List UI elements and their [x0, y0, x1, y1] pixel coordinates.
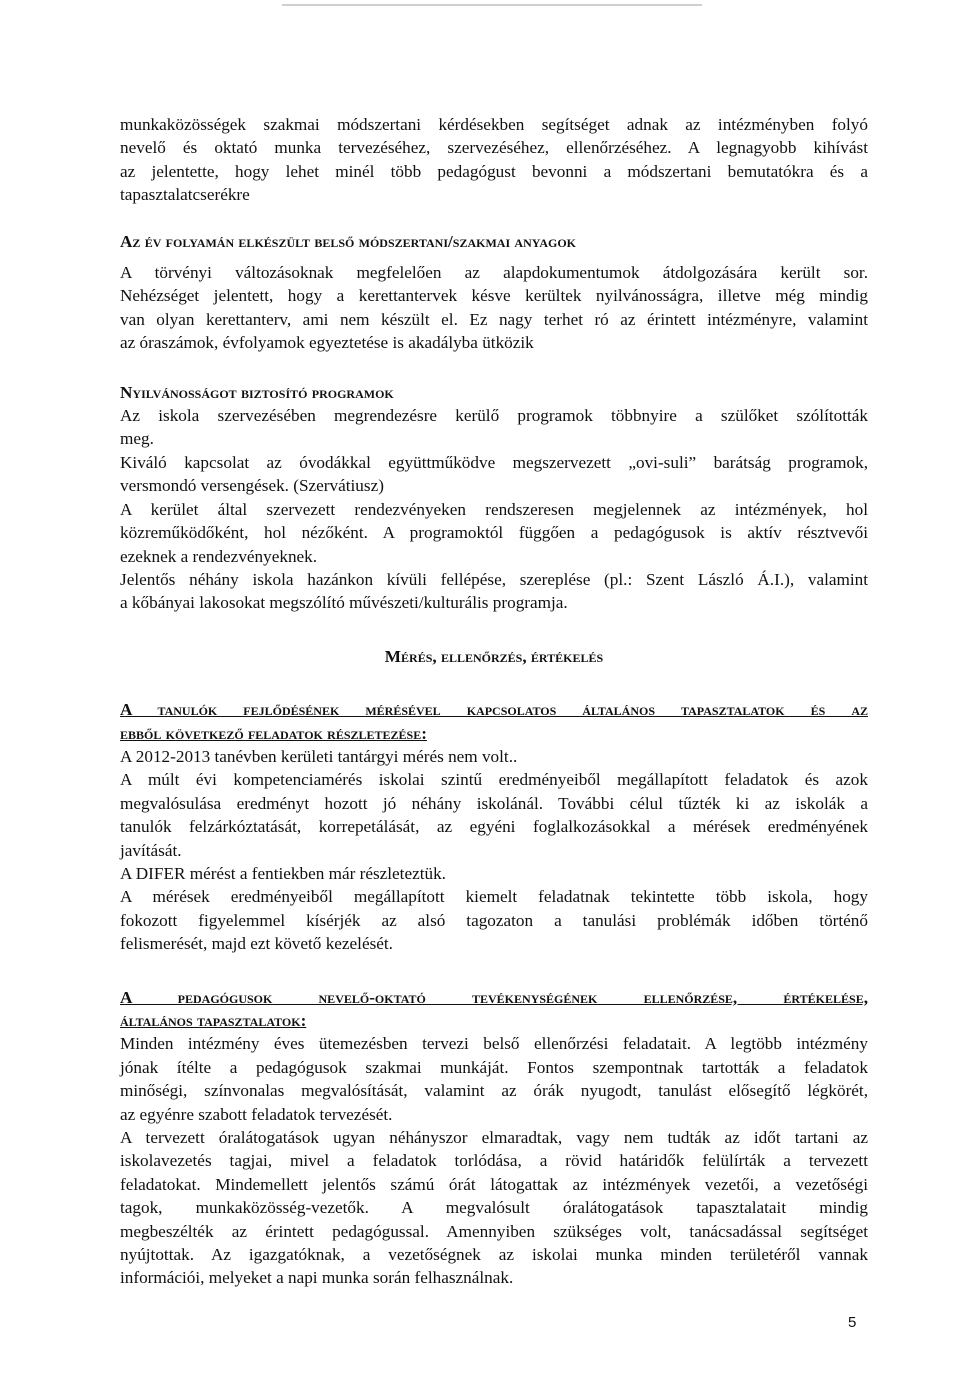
paragraph-line: információi, melyeket a napi munka során felhasználnak. [120, 1268, 514, 1288]
paragraph-line: iskolavezetés tagjai, mivel a feladatok torlódása, a rövid határidők felülírták a tervezett [120, 1151, 868, 1171]
paragraph-line: az egyénre szabott feladatok tervezését. [120, 1104, 393, 1124]
document-body [120, 113, 868, 1290]
intro-line: az jelentette, hogy lehet minél több pedagógust bevonni a módszertani bemutatókra és a [120, 161, 868, 181]
paragraph-line: felismerését, majd ezt követő kezelését. [120, 934, 393, 954]
section-heading-public-programs: Nyilvánosságot biztosító programok [120, 382, 394, 402]
paragraph-line: közreműködőként, hol nézőként. A programoktól függően a pedagógusok is aktív résztvevői [120, 523, 868, 543]
section-heading-student-measurement: A tanulók fejlődésének mérésével kapcsolatos általános tapasztalatok és az [120, 700, 868, 720]
paragraph-line: nyújtottak. Az igazgatóknak, a vezetőségnek az iskolai munka minden területéről vannak [120, 1245, 868, 1265]
section-heading-teacher-evaluation-cont: általános tapasztalatok: [120, 1011, 307, 1030]
paragraph-line: A DIFER mérést a fentiekben már részleteztük. [120, 863, 446, 883]
main-heading-assessment: Mérés, ellenőrzés, értékelés [384, 646, 604, 666]
paragraph-line: A tervezett óralátogatások ugyan néhányszor elmaradtak, vagy nem tudták az időt tartani az [120, 1128, 868, 1148]
paragraph-line: ezeknek a rendezvényeknek. [120, 546, 318, 566]
intro-line: nevelő és oktató munka tervezéséhez, szervezéséhez, ellenőrzéséhez. A legnagyobb kihívást [120, 138, 868, 158]
paragraph-line: A kerület által szervezett rendezvényeken rendszeresen megjelennek az intézmények, hol [120, 499, 868, 519]
paragraph-line: megbeszélték az érintett pedagógussal. Amennyiben szükséges volt, tanácsadással segítséget [120, 1221, 868, 1241]
paragraph-line: Kiváló kapcsolat az óvodákkal együttműködve megszervezett „ovi-suli” barátság programok, [120, 452, 868, 472]
paragraph-line: A mérések eredményeiből megállapított kiemelt feladatnak tekintette több iskola, hogy [120, 887, 868, 907]
section-heading-student-measurement-cont: ebből következő feladatok részletezése: [120, 723, 427, 743]
paragraph-line: feladatokat. Mindemellett jelentős számú órát látogattak az intézmények vezetői, a vezetőségi [120, 1174, 868, 1194]
paragraph-line: Jelentős néhány iskola hazánkon kívüli fellépése, szereplése (pl.: Szent László Á.I.), valamint [120, 569, 868, 589]
intro-line: munkaközösségek szakmai módszertani kérdésekben segítséget adnak az intézményben folyó [120, 115, 868, 134]
paragraph-line: minőségi, színvonalas megvalósítását, valamint az órák nyugodt, tanulást elősegítő légkörét, [120, 1081, 868, 1101]
paragraph-line: tanulók felzárkóztatását, korrepetálását, az egyéni foglalkozásokkal a mérések eredményének [120, 817, 868, 837]
paragraph-line: van olyan kerettanterv, ami nem készült el. Ez nagy terhet ró az érintett intézményre, valamint [120, 309, 868, 329]
paragraph-line: Nehézséget jelentett, hogy a kerettantervek késve kerültek nyilvánosságra, illetve még mindig [120, 286, 868, 306]
paragraph-line: versmondó versengések. (Szervátiusz) [120, 476, 384, 496]
paragraph-line: megvalósulása eredményt hozott jó néhány iskolánál. További célul tűzték ki az iskolák a [120, 793, 868, 813]
page-number: 5 [848, 1314, 857, 1331]
paragraph-line: Az iskola szervezésében megrendezésre kerülő programok többnyire a szülőket szólították [120, 406, 868, 426]
intro-line: tapasztalatcserékre [120, 185, 250, 205]
paragraph-line: az óraszámok, évfolyamok egyeztetése is akadályba ütközik [120, 333, 534, 353]
paragraph-line: A törvényi változásoknak megfelelően az alapdokumentumok átdolgozására került sor. [120, 263, 868, 283]
paragraph-line: A múlt évi kompetenciamérés iskolai szintű eredményeiből megállapított feladatok és azok [120, 770, 868, 790]
paragraph-line: A 2012-2013 tanévben kerületi tantárgyi mérés nem volt.. [120, 746, 518, 766]
section-heading-materials: Az év folyamán elkészült belső módszertani/szakmai anyagok [120, 231, 576, 251]
paragraph-line: a kőbányai lakosokat megszólító művészeti/kulturális programja. [120, 593, 568, 613]
paragraph-line: meg. [120, 429, 154, 449]
section-heading-teacher-evaluation: A pedagógusok nevelő-oktató tevékenységének ellenőrzése, értékelése, [120, 987, 868, 1007]
paragraph-line: fokozott figyelemmel kísérjék az alsó tagozaton a tanulási problémák időben történő [120, 910, 868, 930]
paragraph-line: Minden intézmény éves ütemezésben tervezi belső ellenőrzési feladatait. A legtöbb intézmény [120, 1034, 868, 1054]
paragraph-line: jónak ítélte a pedagógusok szakmai munkáját. Fontos szempontnak tartották a feladatok [120, 1057, 868, 1077]
paragraph-line: tagok, munkaközösség-vezetők. A megvalósult óralátogatások tapasztalatait mindig [120, 1198, 868, 1218]
paragraph-line: javítását. [120, 840, 182, 860]
scan-top-rule [282, 4, 702, 6]
